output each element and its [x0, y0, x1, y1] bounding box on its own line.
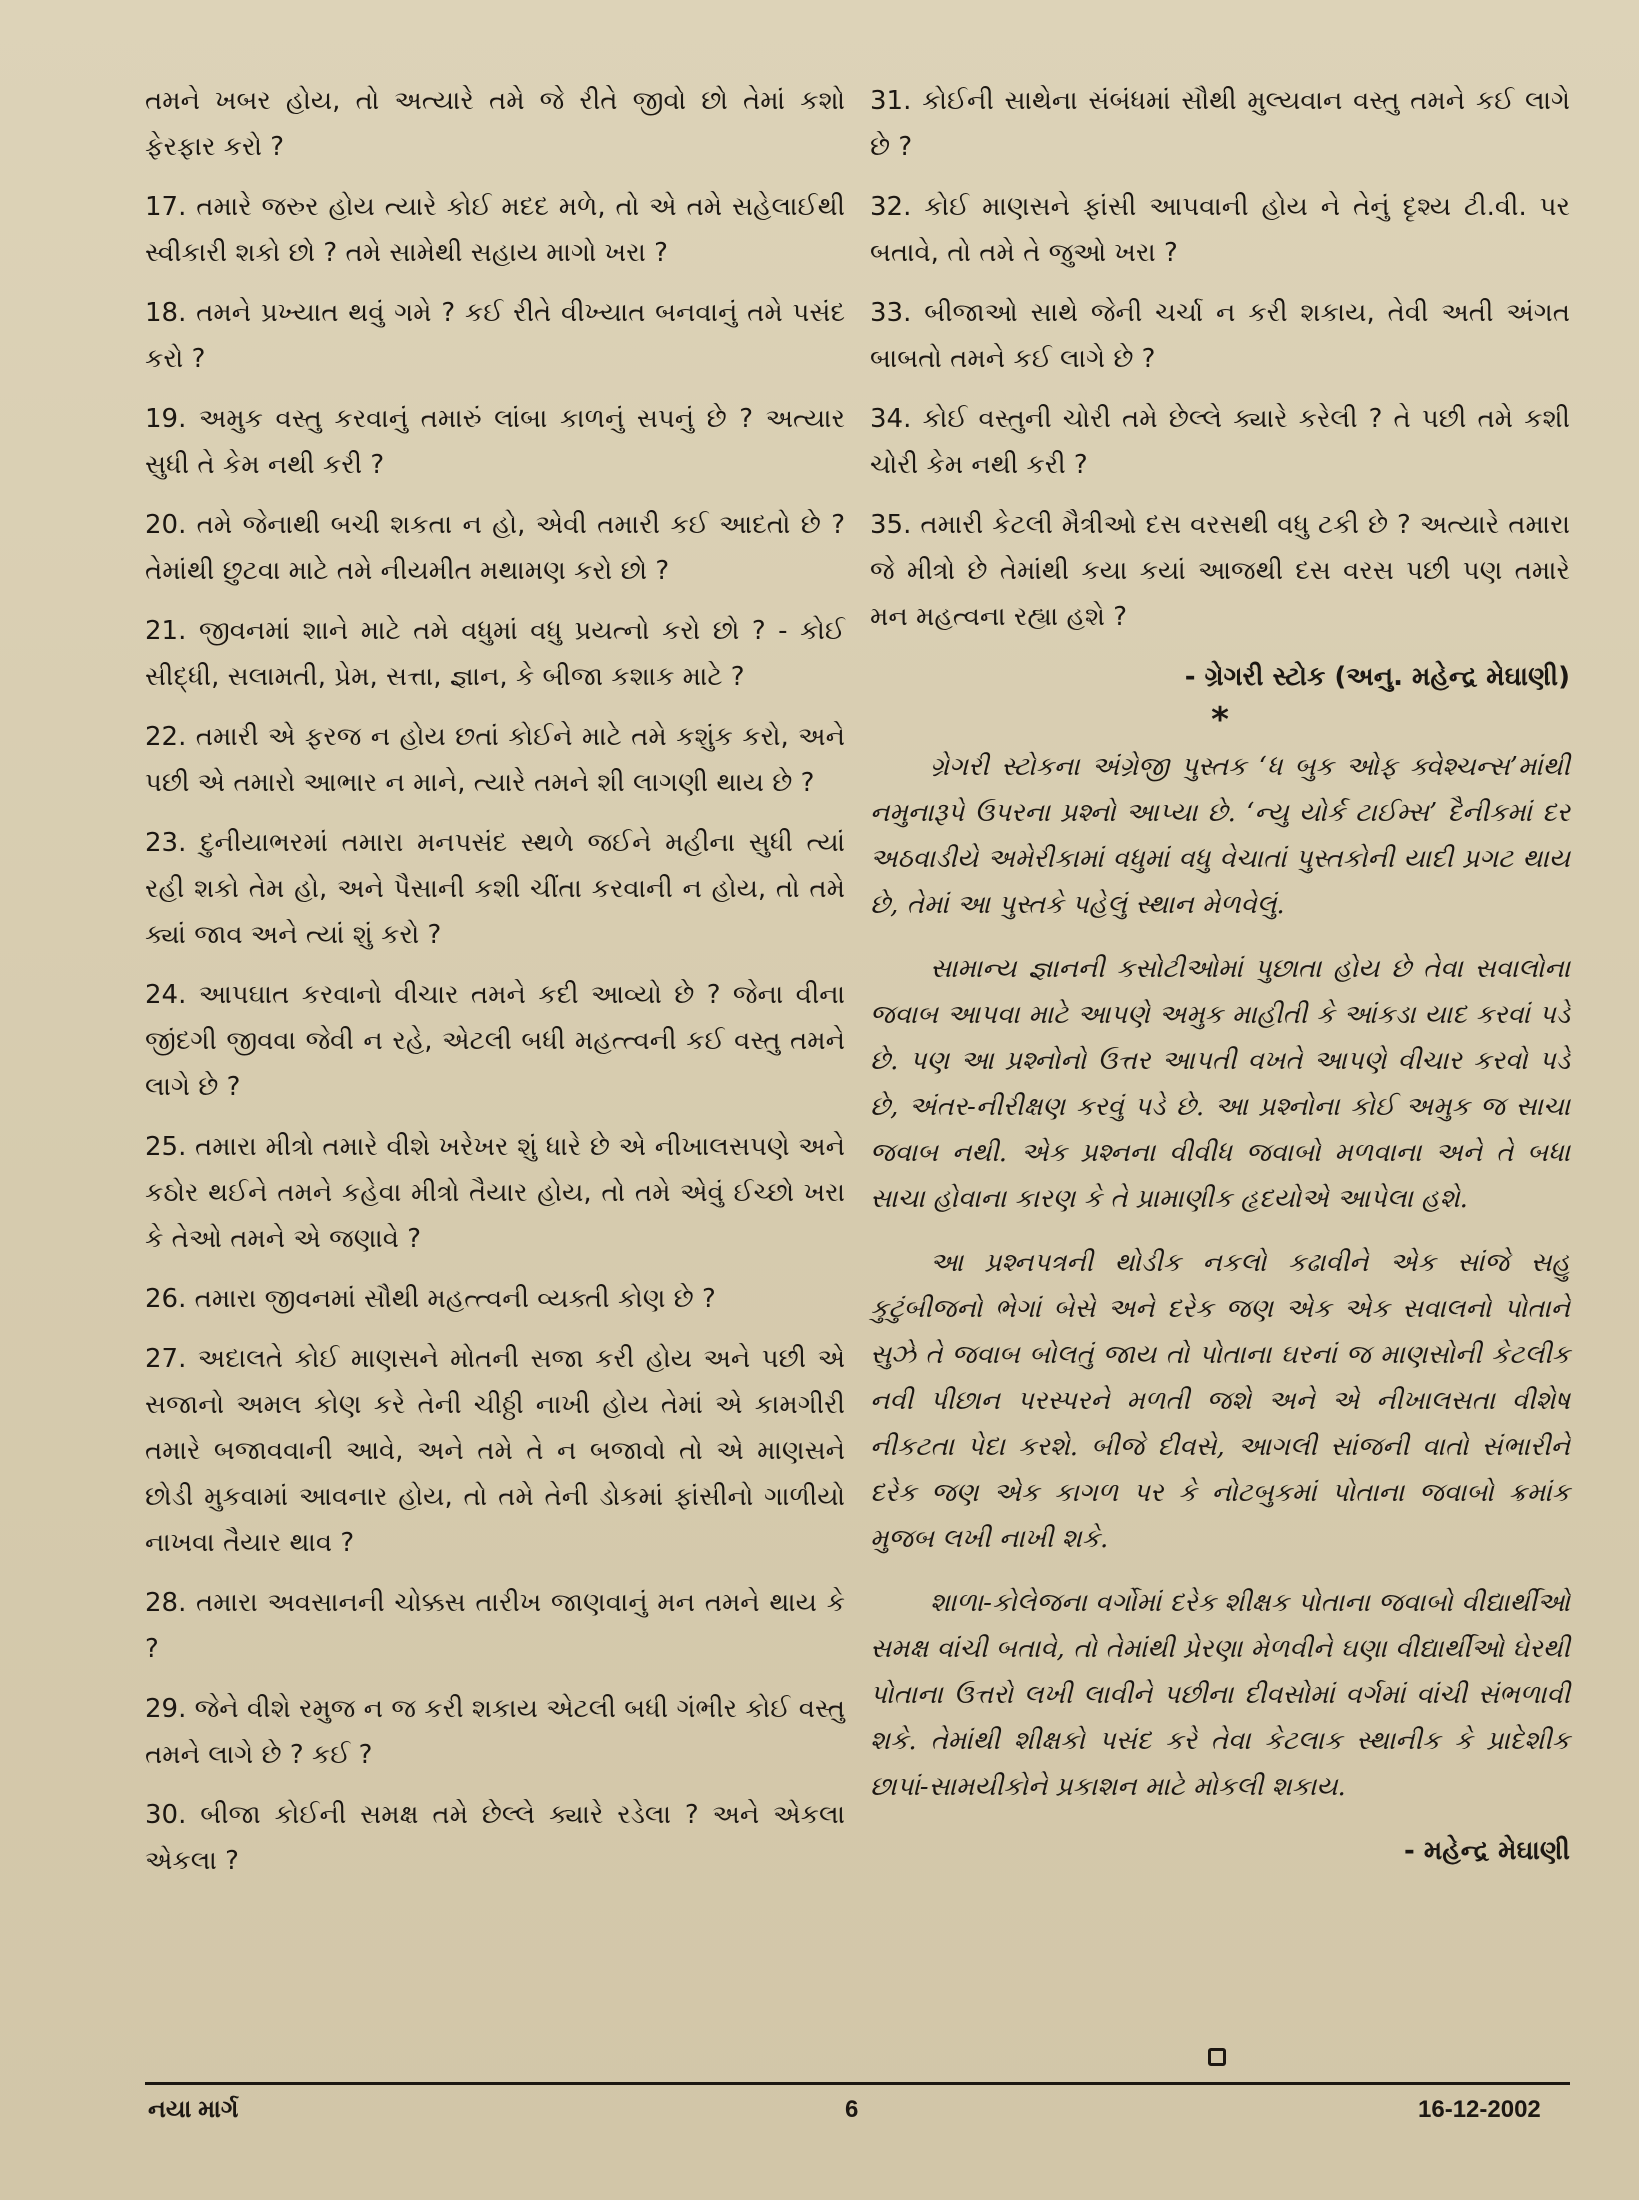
editor-note-paragraph-2: સામાન્ય જ્ઞાનની કસોટીઓમાં પુછાતા હોય છે તેવા સવાલોના જવાબ આપવા માટે આપણે અમુક માહીતી કે આંકડા યાદ કરવાં પડે છે. પણ આ પ્રશ્નોનો ઉત્તર આપતી વખતે આપણે વીચાર કરવો પડે છે, અંતર-નીરીક્ષણ કરવું પડે છે. આ પ્રશ્નોના કોઈ અમુક જ સાચા જવાબ નથી. એક પ્રશ્નના વીવીધ જવાબો મળવાના અને તે બધા સાચા હોવાના કારણ કે તે પ્રામાણીક હૃદયોએ આપેલા હશે.	[870, 954, 1570, 1214]
question-26: 26. તમારા જીવનમાં સૌથી મહત્ત્વની વ્યક્તી કોણ છે ?	[145, 1284, 716, 1314]
question-17: 17. તમારે જરુર હોય ત્યારે કોઈ મદદ મળે, તો એ તમે સહેલાઈથી સ્વીકારી શકો છો ? તમે સામેથી સહાય માગો ખરા ?	[145, 192, 845, 268]
question-24: 24. આપઘાત કરવાનો વીચાર તમને કદી આવ્યો છે ? જેના વીના જીંદગી જીવવા જેવી ન રહે, એટલી બધી મહત્ત્વની કઈ વસ્તુ તમને લાગે છે ?	[145, 980, 845, 1102]
footer-divider	[145, 2082, 1570, 2085]
right-column	[870, 78, 1570, 1874]
question-32: 32. કોઈ માણસને ફાંસી આપવાની હોય ને તેનું દૃશ્ય ટી.વી. પર બતાવે, તો તમે તે જુઓ ખરા ?	[870, 192, 1570, 268]
page-number: 6	[845, 2096, 859, 2123]
editor-note-paragraph-1: ગ્રેગરી સ્ટોકના અંગ્રેજી પુસ્તક ‘ધ બુક ઓફ ક્વેશ્ચન્સ’માંથી નમુનારૂપે ઉપરના પ્રશ્નો આપ્યા છે. ‘ન્યુ યોર્ક ટાઈમ્સ’ દૈનીકમાં દર અઠવાડીયે અમેરીકામાં વધુમાં વધુ વેચાતાં પુસ્તકોની યાદી પ્રગટ થાય છે, તેમાં આ પુસ્તકે પહેલું સ્થાન મેળવેલું.	[870, 752, 1570, 920]
closing-signature: - મહેન્દ્ર મેઘાણી	[1404, 1836, 1570, 1866]
question-25: 25. તમારા મીત્રો તમારે વીશે ખરેખર શું ધારે છે એ નીખાલસપણે અને કઠોર થઈને તમને કહેવા મીત્રો તૈયાર હોય, તો તમે એવું ઈચ્છો ખરા કે તેઓ તમને એ જણાવે ?	[145, 1132, 845, 1254]
question-33: 33. બીજાઓ સાથે જેની ચર્ચા ન કરી શકાય, તેવી અતી અંગત બાબતો તમને કઈ લાગે છે ?	[870, 298, 1570, 374]
question-31: 31. કોઈની સાથેના સંબંધમાં સૌથી મુલ્યવાન વસ્તુ તમને કઈ લાગે છે ?	[870, 86, 1570, 162]
author-attribution: - ગ્રેગરી સ્ટોક (અનુ. મહેન્દ્ર મેઘાણી)	[1184, 662, 1570, 692]
question-19: 19. અમુક વસ્તુ કરવાનું તમારું લાંબા કાળનું સપનું છે ? અત્યાર સુધી તે કેમ નથી કરી ?	[145, 404, 845, 480]
question-22: 22. તમારી એ ફરજ ન હોય છતાં કોઈને માટે તમે કશુંક કરો, અને પછી એ તમારો આભાર ન માને, ત્યારે તમને શી લાગણી થાય છે ?	[145, 722, 845, 798]
left-column	[145, 78, 845, 1898]
question-28: 28. તમારા અવસાનની ચોક્કસ તારીખ જાણવાનું મન તમને થાય કે ?	[145, 1588, 845, 1664]
question-27: 27. અદાલતે કોઈ માણસને મોતની સજા કરી હોય અને પછી એ સજાનો અમલ કોણ કરે તેની ચીઠ્ઠી નાખી હોય તેમાં એ કામગીરી તમારે બજાવવાની આવે, અને તમે તે ન બજાવો તો એ માણસને છોડી મુકવામાં આવનાર હોય, તો તમે તેની ડોકમાં ફાંસીનો ગાળીયો નાખવા તૈયાર થાવ ?	[145, 1344, 845, 1558]
editor-note-paragraph-4: શાળા-કોલેજના વર્ગોમાં દરેક શીક્ષક પોતાના જવાબો વીદ્યાર્થીઓ સમક્ષ વાંચી બતાવે, તો તેમાંથી પ્રેરણા મેળવીને ઘણા વીદ્યાર્થીઓ ઘેરથી પોતાના ઉત્તરો લખી લાવીને પછીના દીવસોમાં વર્ગમાં વાંચી સંભળાવી શકે. તેમાંથી શીક્ષકો પસંદ કરે તેવા કેટલાક સ્થાનીક કે પ્રાદેશીક છાપાં-સામયીકોને પ્રકાશન માટે મોકલી શકાય.	[870, 1588, 1570, 1802]
question-21: 21. જીવનમાં શાને માટે તમે વધુમાં વધુ પ્રયત્નો કરો છો ? - કોઈ સીદ્ધી, સલામતી, પ્રેમ, સત્તા, જ્ઞાન, કે બીજા કશાક માટે ?	[145, 616, 845, 692]
editor-note-paragraph-3: આ પ્રશ્નપત્રની થોડીક નકલો કઢાવીને એક સાંજે સહુ કુટુંબીજનો ભેગાં બેસે અને દરેક જણ એક એક સવાલનો પોતાને સુઝે તે જવાબ બોલતું જાય તો પોતાના ઘરનાં જ માણસોની કેટલીક નવી પીછાન પરસ્પરને મળતી જશે અને એ નીખાલસતા વીશેષ નીકટતા પેદા કરશે. બીજે દીવસે, આગલી સાંજની વાતો સંભારીને દરેક જણ એક કાગળ પર કે નોટબુકમાં પોતાના જવાબો ક્રમાંક મુજબ લખી નાખી શકે.	[870, 1248, 1570, 1554]
question-30: 30. બીજા કોઈની સમક્ષ તમે છેલ્લે ક્યારે રડેલા ? અને એકલા એકલા ?	[145, 1800, 845, 1876]
question-29: 29. જેને વીશે રમુજ ન જ કરી શકાય એટલી બધી ગંભીર કોઈ વસ્તુ તમને લાગે છે ? કઈ ?	[145, 1694, 845, 1770]
question-18: 18. તમને પ્રખ્યાત થવું ગમે ? કઈ રીતે વીખ્યાત બનવાનું તમે પસંદ કરો ?	[145, 298, 845, 374]
end-of-article-box-icon	[1208, 2048, 1226, 2066]
publication-name: નયા માર્ગ	[148, 2096, 239, 2123]
question-34: 34. કોઈ વસ્તુની ચોરી તમે છેલ્લે ક્યારે કરેલી ? તે પછી તમે કશી ચોરી કેમ નથી કરી ?	[870, 404, 1570, 480]
question-20: 20. તમે જેનાથી બચી શકતા ન હો, એવી તમારી કઈ આદતો છે ? તેમાંથી છુટવા માટે તમે નીયમીત મથામણ કરો છો ?	[145, 510, 845, 586]
question-23: 23. દુનીયાભરમાં તમારા મનપસંદ સ્થળે જઈને મહીના સુધી ત્યાં રહી શકો તેમ હો, અને પૈસાની કશી ચીંતા કરવાની ન હોય, તો તમે ક્યાં જાવ અને ત્યાં શું કરો ?	[145, 828, 845, 950]
question-35: 35. તમારી કેટલી મૈત્રીઓ દસ વરસથી વધુ ટકી છે ? અત્યારે તમારા જે મીત્રો છે તેમાંથી કયા કયાં આજથી દસ વરસ પછી પણ તમારે મન મહત્વના રહ્યા હશે ?	[870, 510, 1570, 632]
question-continued: તમને ખબર હોય, તો અત્યારે તમે જે રીતે જીવો છો તેમાં કશો ફેરફાર કરો ?	[145, 86, 845, 162]
section-separator: *	[1211, 700, 1229, 740]
issue-date: 16-12-2002	[1418, 2096, 1541, 2123]
